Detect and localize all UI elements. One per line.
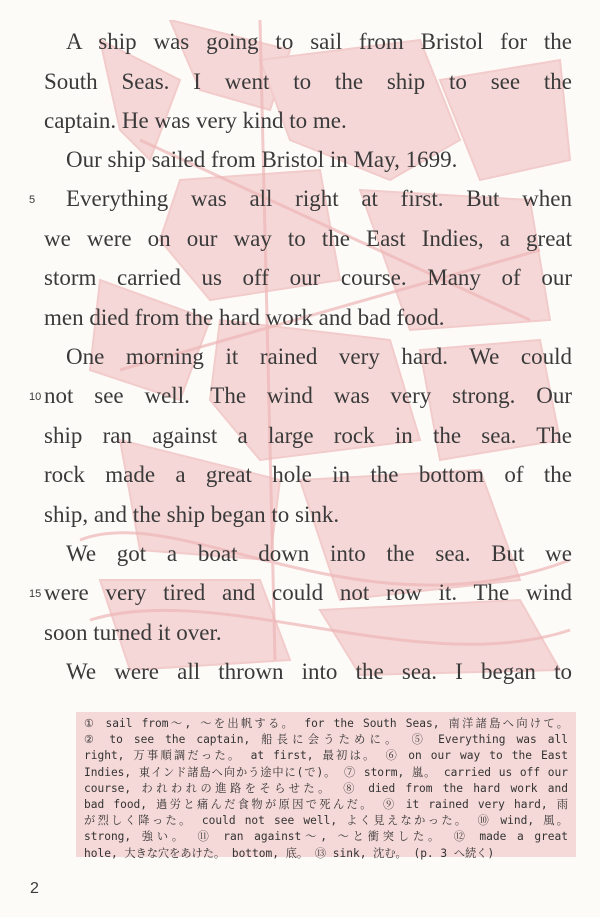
note-line: strong, 強い。 ⑪ ran against～, ～と衝突した。 ⑫ made a great [84,830,568,844]
text-line: A ship was going to sail from Bristol for the [66,29,572,54]
text-line: we were on our way to the East Indies, a great [44,226,572,251]
text-line: We were all thrown into the sea. I began to [66,659,572,684]
text-line: We got a boat down into the sea. But we [66,541,572,566]
text-line: ship, and the ship began to sink. [44,502,340,527]
note-line: Indies, 東インド諸島へ向かう途中に(で)。 ⑦ storm, 嵐。 carried us off our [84,765,568,779]
note-line: course, われわれの進路をそらせた。 ⑧ died from the hard work and [84,781,568,795]
vocabulary-notes [76,712,576,860]
note-line: right, 万事順調だった。 at first, 最初は。 ⑥ on our way to the East [84,749,568,763]
line-number: 15 [29,588,42,600]
text-line: men died from the hard work and bad food. [44,305,445,330]
note-line: ② to see the captain, 船長に会うために。 ⑤ Everything was all [84,733,568,747]
note-line: hole, 大きな穴をあけた。 bottom, 底。 ⑬ sink, 沈む。 (p. 3 へ続く) [84,846,495,860]
text-line: rock made a great hole in the bottom of the [44,462,572,487]
page-number: 2 [30,880,39,897]
text-line: Everything was all right at first. But when [66,186,572,211]
text-line: not see well. The wind was very strong. Our [44,383,572,408]
text-line: One morning it rained very hard. We could [66,344,572,369]
note-line: ① sail from～, ～を出帆する。 for the South Seas, 南洋諸島へ向けて。 [84,717,568,730]
text-line: captain. He was very kind to me. [44,108,347,133]
text-line: soon turned it over. [44,620,222,645]
note-line: bad food, 過労と痛んだ食物が原因で死んだ。 ⑨ it rained very hard, 雨 [84,797,568,811]
text-line: were very tired and could not row it. The wind [44,580,572,605]
line-number: 5 [29,194,36,206]
text-line: storm carried us off our course. Many of our [44,265,572,290]
line-number: 10 [29,391,42,403]
note-line: が烈しく降った。 could not see well, よく見えなかった。 ⑩ wind, 風。 [84,814,568,828]
text-line: Our ship sailed from Bristol in May, 1699. [66,147,458,172]
text-line: South Seas. I went to the ship to see the [44,69,572,94]
text-line: ship ran against a large rock in the sea. The [44,423,572,448]
